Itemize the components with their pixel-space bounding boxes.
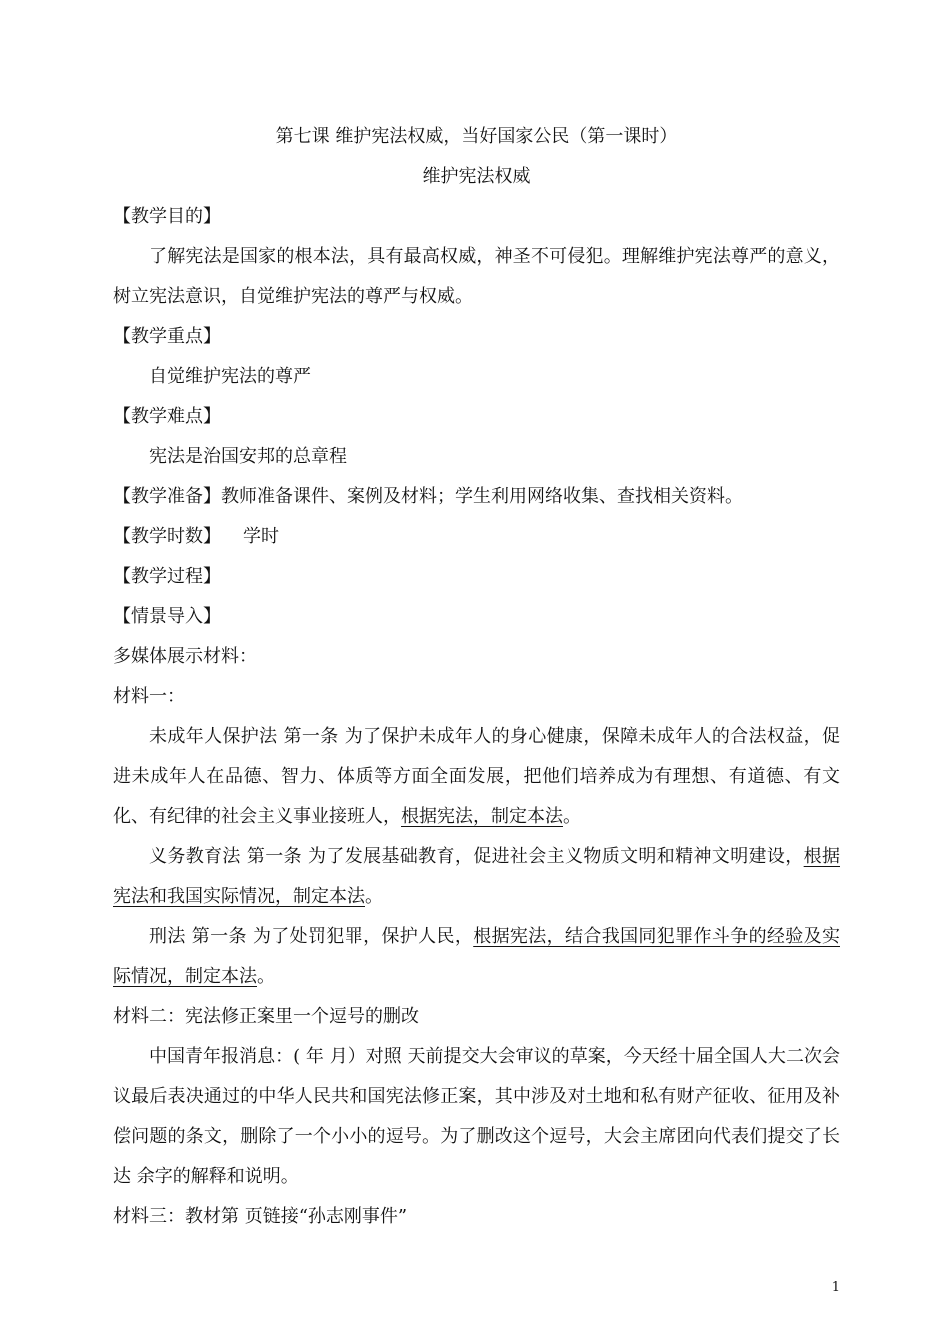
key-point-text: 自觉维护宪法的尊严 (149, 366, 311, 387)
material1-p3-underline: 根据宪法，结合我国同犯罪作斗争的经验及实际情况，制定本法 (113, 926, 840, 987)
page-title: 第七课 维护宪法权威，当好国家公民（第一课时） (275, 126, 678, 147)
page-subtitle: 维护宪法权威 (422, 166, 531, 187)
material3-label: 材料三：教材第 页链接“孙志刚事件” (113, 1206, 408, 1227)
material1-p1-end: 。 (563, 806, 581, 827)
hours-text: 学时 (243, 526, 279, 547)
material1-paragraph-2 (113, 837, 840, 917)
preparation-text: 教师准备课件、案例及材料；学生利用网络收集、查找相关资料。 (221, 486, 743, 507)
material1-p3-text: 刑法 第一条 为了处罚犯罪，保护人民， (149, 926, 474, 947)
material1-paragraph-3 (113, 917, 840, 997)
material1-p1-text: 未成年人保护法 第一条 为了保护未成年人的身心健康，保障未成年人的合法权益，促进未成年人在品德、智力、体质等方面全面发展，把他们培养成为有理想、有道德、有文化、有纪律的社会主义事业接班人， (113, 726, 840, 827)
difficulty-heading: 【教学难点】 (113, 406, 221, 427)
material1-p1-underline: 根据宪法，制定本法 (401, 806, 563, 827)
key-point-heading: 【教学重点】 (113, 326, 221, 347)
material2-label: 材料二：宪法修正案里一个逗号的删改 (113, 1006, 419, 1027)
material1-paragraph-1 (113, 717, 840, 837)
hours-heading: 【教学时数】 (113, 526, 221, 547)
material1-p3-end: 。 (257, 966, 275, 987)
objective-text: 了解宪法是国家的根本法，具有最高权威，神圣不可侵犯。理解维护宪法尊严的意义，树立宪法意识，自觉维护宪法的尊严与权威。 (113, 246, 840, 307)
multimedia-label: 多媒体展示材料： (113, 646, 257, 667)
hours-row (113, 517, 840, 557)
objective-heading: 【教学目的】 (113, 206, 221, 227)
material1-label: 材料一： (113, 686, 185, 707)
process-heading: 【教学过程】 (113, 566, 221, 587)
page-number: 1 (831, 1280, 840, 1295)
material1-p2-underline: 根据宪法和我国实际情况，制定本法 (113, 846, 840, 907)
intro-heading: 【情景导入】 (113, 606, 221, 627)
difficulty-text: 宪法是治国安邦的总章程 (149, 446, 347, 467)
material2-text: 中国青年报消息：( 年 月）对照 天前提交大会审议的草案，今天经十届全国人大二次会议最后表决通过的中华人民共和国宪法修正案，其中涉及对土地和私有财产征收、征用及补偿问题的条文，删除了一个小小的逗号。为了删改这个逗号，大会主席团向代表们提交了长达 余字的解释和说明。 (113, 1046, 840, 1187)
preparation-heading: 【教学准备】 (113, 486, 221, 507)
material1-p2-end: 。 (365, 886, 383, 907)
preparation-row (113, 477, 840, 517)
material1-p2-text: 义务教育法 第一条 为了发展基础教育，促进社会主义物质文明和精神文明建设， (149, 846, 804, 867)
